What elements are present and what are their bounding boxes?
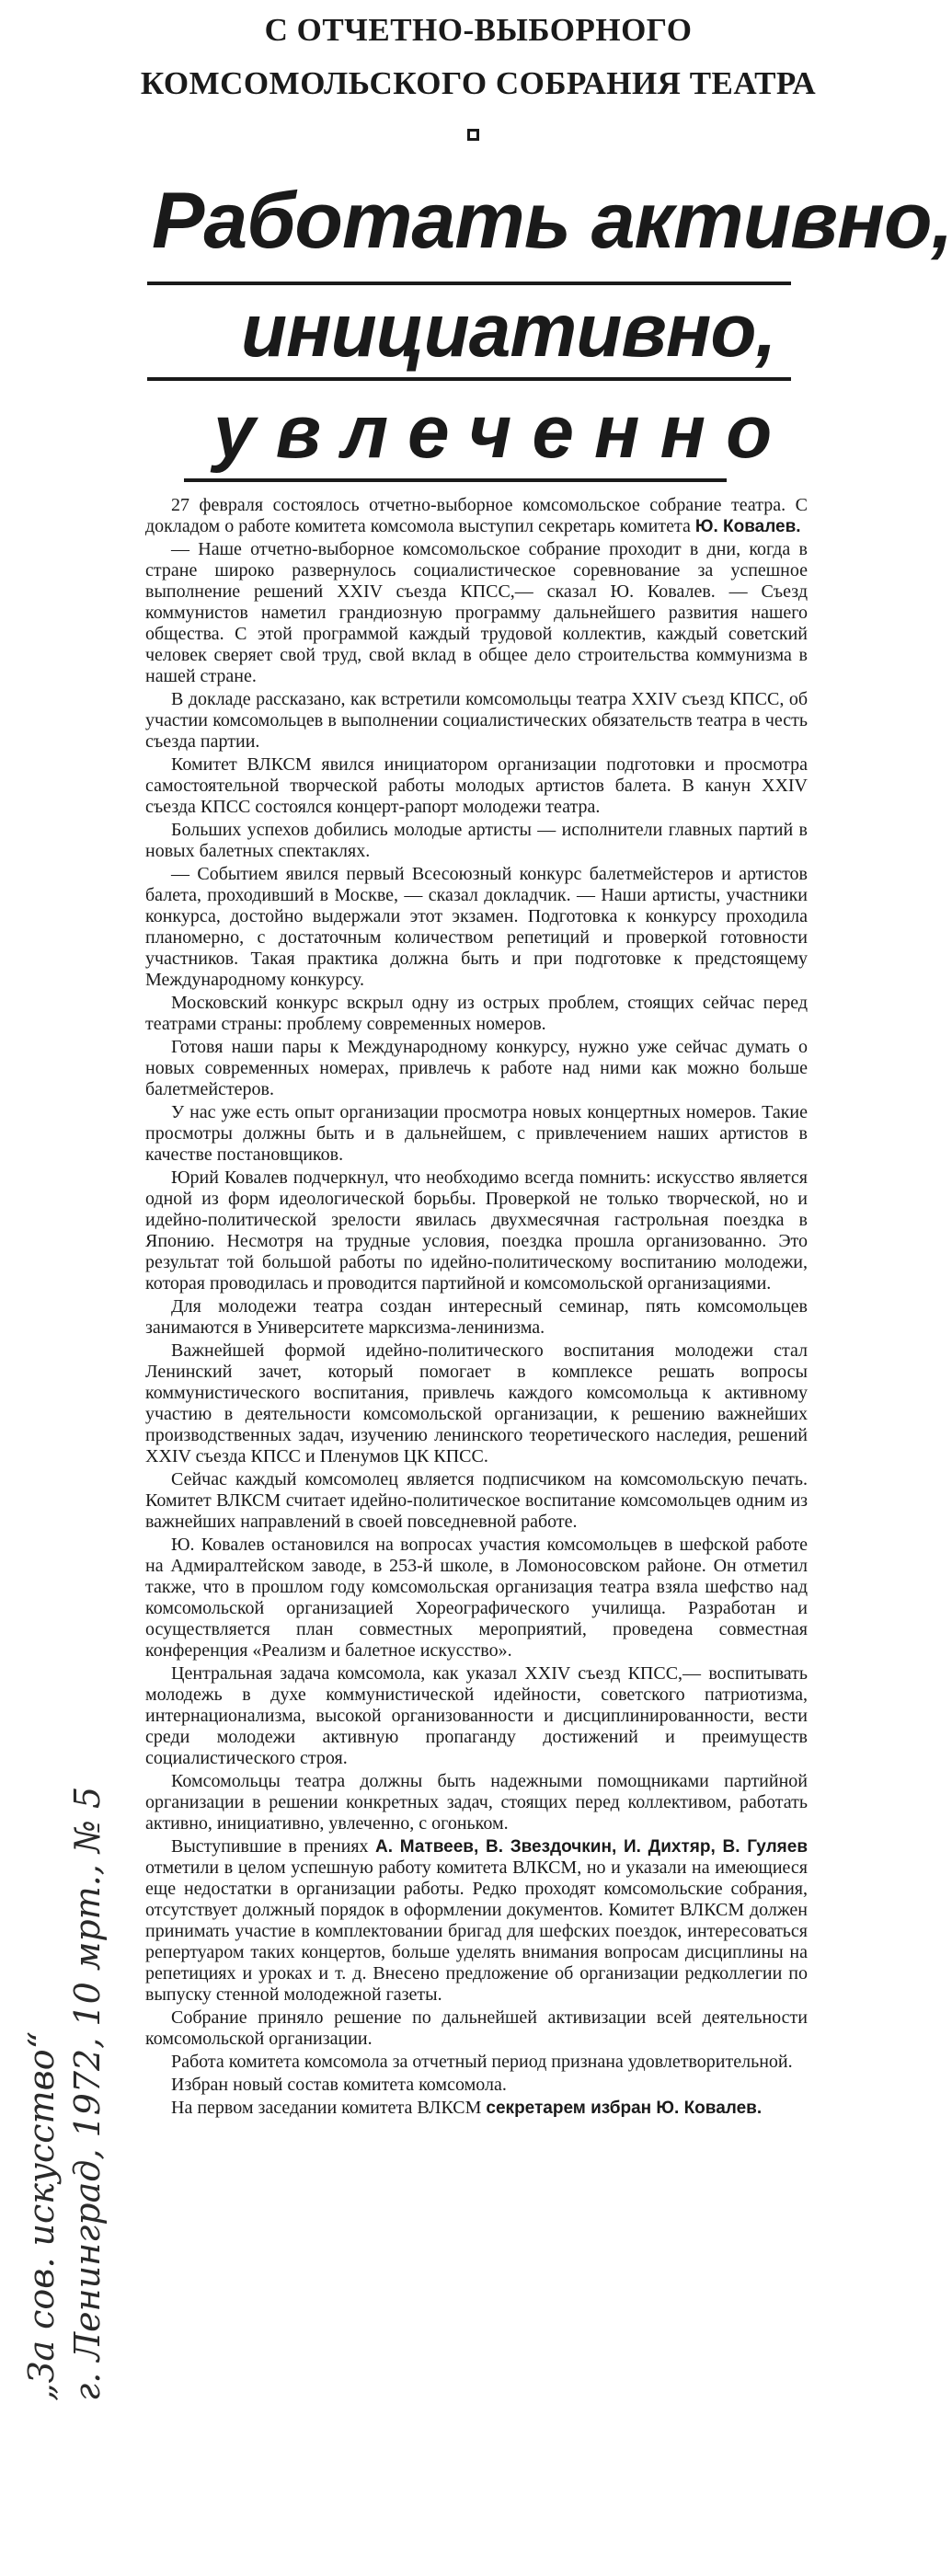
headline-rule-2: [147, 377, 791, 381]
paragraph: Избран новый состав комитета комсомола.: [171, 2075, 507, 2095]
paragraph-text: отметили в целом успешную работу комитета ВЛКСМ, но и указали на имеющиеся еще недостатки в организации работы. Редко проходят комсомольские собрания, отсутствует должный порядок в оформлении документов. Комитет ВЛКСМ должен принимать участие в комплектовании бригад для шефских поездок, интересоваться репертуаром таких концертов, больше уделять внимания вопросам дисциплины на репетициях и уроках и т. д. Внесено предложение об организации редколлегии по выпуску стенной молодежной газеты.: [145, 1857, 808, 2005]
paragraph: Ю. Ковалев остановился на вопросах участия комсомольцев в шефской работе на Адмиралтейском заводе, в 253-й школе, в Ломоносовском районе. Он отметил также, что в прошлом году комсомольская организация театра взяла шефство над комсомольской организацией Хореографического училища. Разработан и осуществляется план совместных мероприятий, проведена совместная конференция «Реализм и балетное искусство».: [145, 1535, 808, 1661]
paragraph: Готовя наши пары к Международному конкурсу, нужно уже сейчас думать о новых современных номерах, привлечь к работе над ними как можно больше балетмейстеров.: [145, 1037, 808, 1099]
paragraph: Для молодежи театра создан интересный семинар, пять комсомольцев занимаются в Университете марксизма-ленинизма.: [145, 1296, 808, 1338]
speaker-names: А. Матвеев, В. Звездочкин, И. Дихтяр, В. Гуляев: [375, 1837, 808, 1857]
secretary-name: секретарем избран Ю. Ковалев.: [486, 2099, 763, 2118]
handwritten-source-note: [18, 1334, 110, 2401]
paragraph: Сейчас каждый комсомолец является подписчиком на комсомольскую печать. Комитет ВЛКСМ считает идейно-политическое воспитание комсомольцев одним из важнейших направлений в своей повседневной работе.: [145, 1469, 808, 1532]
paragraph: Работа комитета комсомола за отчетный период признана удовлетворительной.: [171, 2052, 793, 2072]
paragraph: Московский конкурс вскрыл одну из острых проблем, стоящих сейчас перед театрами страны: проблему современных номеров.: [145, 993, 808, 1034]
headline-line-3: увлеченно: [213, 390, 793, 474]
paragraph: — Наше отчетно-выборное комсомольское собрание проходит в дни, когда в стране широко развернулось социалистическое соревнование за успешное выполнение решений XXIV съезда КПСС,— сказал Ю. Ковалев. — Съезд коммунистов наметил грандиозную программу дальнейшего развития нашего общества. С этой программой каждый трудовой коллектив, каждый советский человек сверяет свой труд, свой вклад в общее дело строительства коммунизма в нашей стране.: [145, 539, 808, 686]
paragraph: У нас уже есть опыт организации просмотра новых концертных номеров. Такие просмотры должны быть и в дальнейшем, с привлечением наших артистов в качестве постановщиков.: [145, 1102, 808, 1165]
headline-rule-3: [184, 478, 727, 482]
paragraph: Комитет ВЛКСМ явился инициатором организации подготовки и просмотра самостоятельной творческой работы молодых артистов балета. В канун XXIV съезда КПСС состоялся концерт-рапорт молодежи театра.: [145, 754, 808, 817]
handwritten-note-line-2: г. Ленинград, 1972, 10 мрт., № 5: [67, 1786, 108, 2401]
handwritten-note-line-1: „За сов. искусство“: [21, 2030, 62, 2401]
paragraph-text: 27 февраля состоялось отчетно-выборное комсомольское собрание театра. С докладом о работе комитета комсомола выступил секретарь комитета: [145, 495, 808, 536]
paragraph: В докладе рассказано, как встретили комсомольцы театра XXIV съезд КПСС, об участии комсомольцев в выполнении социалистических обязательств театра в честь съезда партии.: [145, 689, 808, 752]
paragraph: [145, 495, 808, 537]
paragraph: Больших успехов добились молодые артисты — исполнители главных партий в новых балетных спектаклях.: [145, 820, 808, 861]
paragraph: Важнейшей формой идейно-политического воспитания молодежи стал Ленинский зачет, который помогает в комплексе решать вопросы коммунистического воспитания, привлечь каждого комсомольца к активному участию в деятельности комсомольской организации, к решению важнейших производственных задач, изучению ленинского теоретического наследия, решений XXIV съезда КПСС и Пленумов ЦК КПСС.: [145, 1340, 808, 1466]
speaker-name: Ю. Ковалев.: [694, 517, 801, 536]
headline-line-2: инициативно,: [241, 289, 776, 373]
paragraph: Собрание приняло решение по дальнейшей активизации всей деятельности комсомольской организации.: [145, 2007, 808, 2049]
paragraph: [145, 1836, 808, 2006]
paragraph-text: Выступившие в прениях: [171, 1836, 376, 1857]
square-ornament-icon: [467, 129, 479, 141]
article-body: [145, 495, 808, 2565]
paragraph: Юрий Ковалев подчеркнул, что необходимо всегда помнить: искусство является одной из форм идеологической борьбы. Проверкой не только творческой, но и идейно-политической зрелости явилась двухмесячная гастрольная поездка в Японию. Несмотря на трудные условия, поездка прошла организованно. Это результат той большой работы по идейно-политическому воспитанию молодежи, которая проводилась и проводится партийной и комсомольской организациями.: [145, 1167, 808, 1294]
paragraph-text: На первом заседании комитета ВЛКСМ: [171, 2098, 487, 2118]
paragraph: Центральная задача комсомола, как указал XXIV съезд КПСС,— воспитывать молодежь в духе коммунистической идейности, советского патриотизма, интернационализма, высокой организованности и дисциплинированности, вести среди молодежи активную пропаганду достижений и преимуществ социалистического строя.: [145, 1663, 808, 1768]
kicker-line-1: С ОТЧЕТНО-ВЫБОРНОГО: [264, 12, 693, 48]
paragraph: [145, 2098, 808, 2119]
paragraph: — Событием явился первый Всесоюзный конкурс балетмейстеров и артистов балета, проходивший в Москве, — сказал докладчик. — Наши артисты, участники конкурса, достойно выдержали этот экзамен. Подготовка к конкурсу проходила планомерно, с достаточным количеством репетиций и проверкой готовности участников. Такая практика должна быть и при подготовке к предстоящему Международному конкурсу.: [145, 864, 808, 990]
paragraph: Комсомольцы театра должны быть надежными помощниками партийной организации в решении конкретных задач, стоящих перед коллективом, работать активно, инициативно, увлеченно, с огоньком.: [145, 1771, 808, 1834]
headline-line-1: Работать активно,: [152, 177, 952, 265]
kicker-line-2: КОМСОМОЛЬСКОГО СОБРАНИЯ ТЕАТРА: [140, 65, 817, 101]
